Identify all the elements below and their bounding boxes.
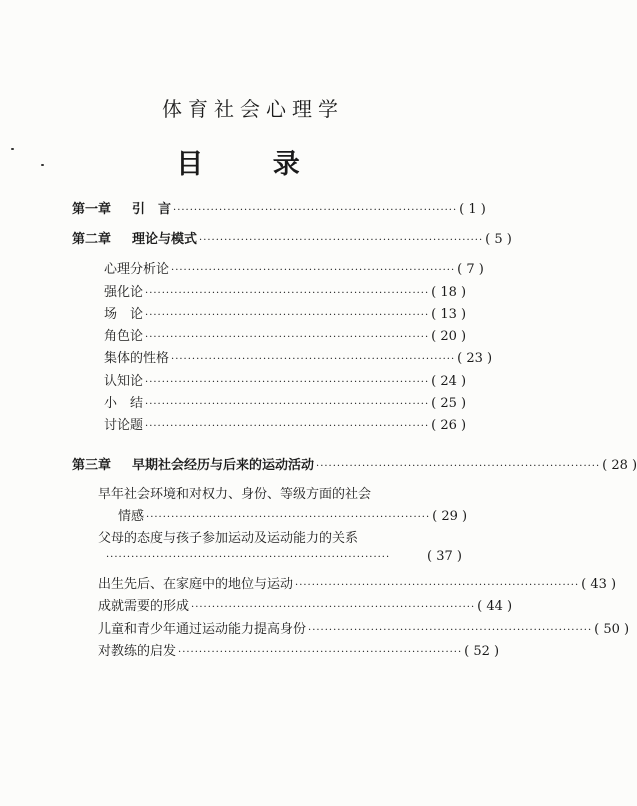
page-number: ( 23 ): [457, 351, 493, 366]
page-number: ( 28 ): [602, 458, 637, 473]
page-number: ( 44 ): [477, 599, 513, 614]
entry-title: 讨论题: [104, 418, 144, 433]
page-number: ( 1 ): [459, 202, 486, 217]
toc-entry[interactable]: [104, 347, 493, 367]
entry-title: 出生先后、在家庭中的地位与运动: [98, 577, 294, 592]
toc-entry[interactable]: [104, 370, 467, 390]
chapter-title: 早期社会经历与后来的运动活动: [132, 458, 315, 473]
entry-title-continuation: 情感: [118, 509, 145, 524]
toc-entry[interactable]: [98, 573, 617, 593]
toc-heading: 目 录: [176, 149, 330, 180]
toc-entry[interactable]: [104, 414, 467, 434]
page-number: ( 37 ): [427, 549, 462, 564]
entry-title: 场 论: [104, 307, 144, 322]
dot-leader: ····································································: [145, 377, 430, 388]
toc-entry-continuation[interactable]: [104, 505, 468, 525]
page-number: ( 52 ): [464, 644, 500, 659]
dot-leader: ····································································: [145, 288, 430, 299]
toc-entry-continuation[interactable]: [104, 549, 462, 569]
dot-leader: ····································································: [308, 625, 593, 636]
page-number: ( 29 ): [432, 509, 468, 524]
toc-entry[interactable]: [104, 325, 467, 345]
chapter-title: 理论与模式: [132, 232, 198, 247]
page-number: ( 26 ): [431, 418, 467, 433]
page-number: ( 20 ): [431, 329, 467, 344]
dot-leader: ····································································: [146, 512, 431, 523]
page-number: ( 43 ): [581, 577, 617, 592]
toc-entry[interactable]: [104, 303, 467, 323]
entry-title: 儿童和青少年通过运动能力提高身份: [98, 622, 307, 637]
dot-leader: ····································································: [106, 552, 391, 563]
page-number: ( 50 ): [594, 622, 630, 637]
entry-title: 认知论: [104, 374, 144, 389]
chapter-number: 第一章: [72, 202, 112, 217]
entry-title: 成就需要的形成: [98, 599, 190, 614]
toc-entry-chapter-3[interactable]: [72, 454, 637, 474]
entry-title[interactable]: 父母的态度与孩子参加运动及运动能力的关系: [98, 531, 359, 546]
entry-title: 强化论: [104, 285, 144, 300]
toc-entry-chapter-2[interactable]: [72, 228, 512, 248]
page-number: ( 5 ): [485, 232, 512, 247]
toc-entry[interactable]: [104, 392, 467, 412]
chapter-title: 引 言: [132, 202, 172, 217]
print-speck: [11, 148, 14, 150]
page-number: ( 7 ): [457, 262, 484, 277]
toc-entry[interactable]: [104, 281, 467, 301]
dot-leader: ····································································: [191, 602, 476, 613]
entry-title: 小 结: [104, 396, 144, 411]
dot-leader: ····································································: [178, 647, 463, 658]
page-number: ( 25 ): [431, 396, 467, 411]
entry-title: 对教练的启发: [98, 644, 177, 659]
dot-leader: ····································································: [145, 399, 430, 410]
dot-leader: ····································································: [145, 421, 430, 432]
entry-title: 角色论: [104, 329, 144, 344]
page-number: ( 24 ): [431, 374, 467, 389]
dot-leader: ····································································: [173, 205, 458, 216]
entry-title: 集体的性格: [104, 351, 170, 366]
entry-title[interactable]: 早年社会环境和对权力、身份、等级方面的社会: [98, 487, 372, 502]
print-speck: [41, 164, 44, 166]
dot-leader: ····································································: [171, 265, 456, 276]
entry-title: 心理分析论: [104, 262, 170, 277]
toc-entry[interactable]: [104, 258, 484, 278]
chapter-number: 第二章: [72, 232, 112, 247]
dot-leader: ····································································: [145, 332, 430, 343]
book-title: 体育社会心理学: [162, 97, 344, 121]
toc-entry[interactable]: [98, 595, 513, 615]
page-number: ( 18 ): [431, 285, 467, 300]
toc-entry[interactable]: [98, 618, 630, 638]
dot-leader: ····································································: [171, 354, 456, 365]
toc-entry-chapter-1[interactable]: [72, 198, 486, 218]
dot-leader: ····································································: [316, 461, 601, 472]
toc-entry[interactable]: [98, 640, 500, 660]
dot-leader: ····································································: [145, 310, 430, 321]
chapter-number: 第三章: [72, 458, 112, 473]
page-number: ( 13 ): [431, 307, 467, 322]
dot-leader: ····································································: [295, 580, 580, 591]
dot-leader: ····································································: [199, 235, 484, 246]
